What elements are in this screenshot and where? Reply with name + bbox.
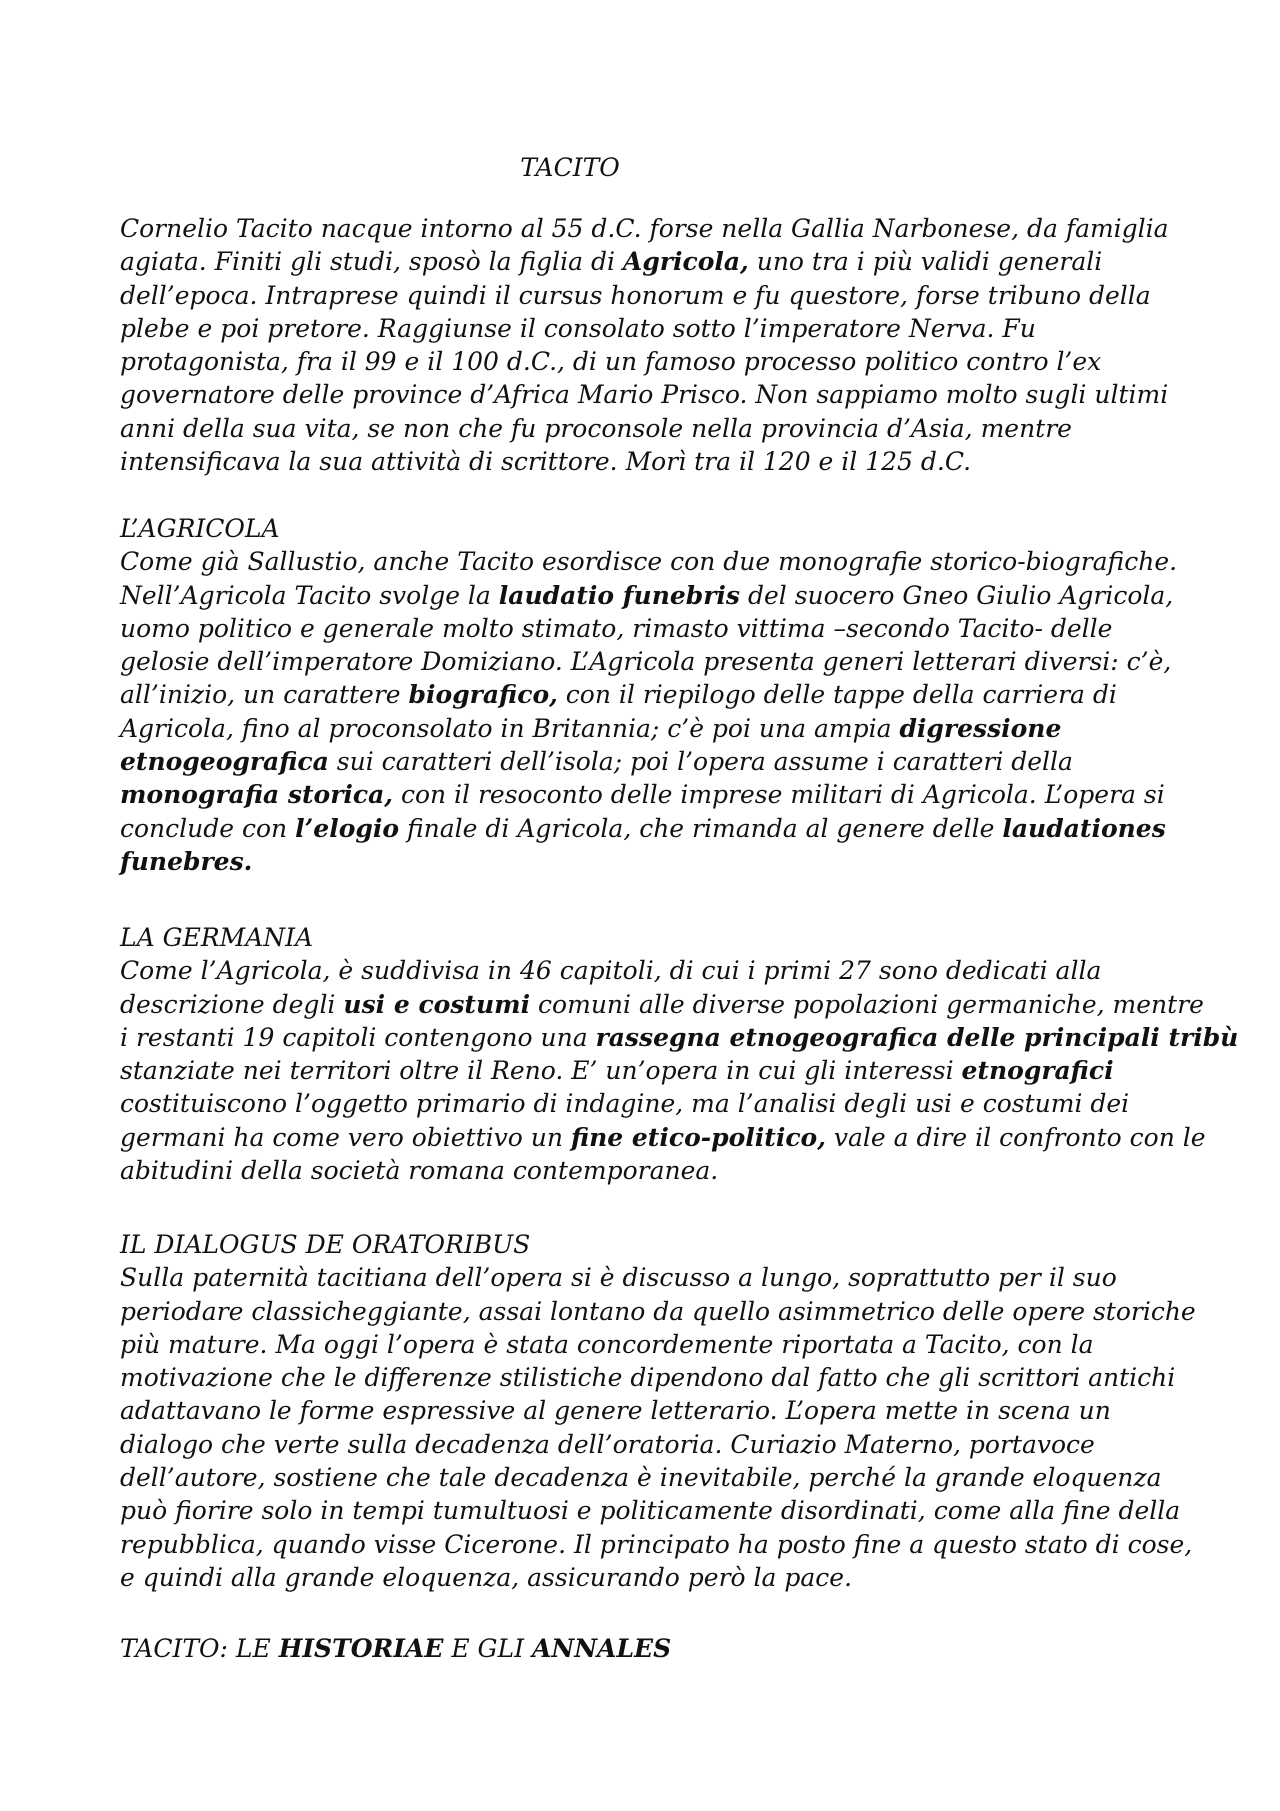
text-line: governatore delle province d’Africa Mario Prisco. Non sappiamo molto sugli ultimi: [120, 380, 1169, 410]
section-heading-dialogus: IL DIALOGUS DE ORATORIBUS: [120, 1230, 531, 1259]
bold-term: rassegna etnogeografica delle principali tribù: [595, 1022, 1239, 1052]
text-line: gelosie dell’imperatore Domiziano. L’Agricola presenta generi letterari diversi: c’è,: [120, 647, 1172, 677]
text-line: Agricola, fino al proconsolato in Britannia; c’è poi una ampia digressione: [120, 713, 1062, 743]
text-line: periodare classicheggiante, assai lontano da quello asimmetrico delle opere storiche: [120, 1296, 1196, 1326]
intro-text: [120, 212, 1169, 478]
bold-term: laudatio funebris: [498, 580, 741, 610]
text-line: Cornelio Tacito nacque intorno al 55 d.C. forse nella Gallia Narbonese, da famiglia: [120, 214, 1169, 243]
bold-term: etnografici: [961, 1056, 1114, 1086]
bold-term: ANNALES: [531, 1634, 672, 1663]
final-heading: TACITO: LE HISTORIAE E GLI ANNALES: [120, 1634, 672, 1663]
section-body-dialogus: [120, 1261, 1196, 1594]
text-line: intensificava la sua attività di scrittore. Morì tra il 120 e il 125 d.C.: [120, 447, 972, 477]
section-body-agricola: [120, 545, 1178, 878]
text-line: Nell’Agricola Tacito svolge la laudatio funebris del suocero Gneo Giulio Agricola,: [120, 580, 1174, 610]
text-line: stanziate nei territori oltre il Reno. E’ un’opera in cui gli interessi etnografici: [120, 1056, 1114, 1086]
text-line: monografia storica, con il resoconto delle imprese militari di Agricola. L’opera si: [120, 780, 1165, 810]
bold-term: laudationes: [1002, 813, 1166, 843]
bold-term: digressione: [899, 713, 1062, 743]
bold-term: HISTORIAE: [278, 1634, 444, 1663]
text-line: plebe e poi pretore. Raggiunse il consolato sotto l’imperatore Nerva. Fu: [120, 313, 1036, 343]
bold-term: l’elogio: [295, 813, 400, 843]
text-line: germani ha come vero obiettivo un fine etico-politico, vale a dire il confronto con le: [120, 1122, 1206, 1152]
section-heading-germania: LA GERMANIA: [120, 923, 314, 952]
bold-term: usi e costumi: [343, 989, 531, 1019]
section-dialogus: [120, 1228, 1196, 1594]
text-line: Come l’Agricola, è suddivisa in 46 capitoli, di cui i primi 27 sono dedicati alla: [120, 956, 1102, 986]
text-line: più mature. Ma oggi l’opera è stata concordemente riportata a Tacito, con la: [120, 1329, 1094, 1359]
bold-term: funebres.: [120, 846, 253, 876]
bold-term: etnogeografica: [120, 747, 329, 777]
intro-paragraph: [120, 212, 1169, 478]
text-line: anni della sua vita, se non che fu proconsole nella provincia d’Asia, mentre: [120, 413, 1072, 443]
section-historiae-annales: [120, 1632, 1160, 1665]
text-line: conclude con l’elogio finale di Agricola, che rimanda al genere delle laudationes: [120, 813, 1166, 843]
text-line: motivazione che le differenze stilistiche dipendono dal fatto che gli scrittori antichi: [120, 1363, 1176, 1393]
bold-term: fine etico-politico,: [570, 1122, 826, 1152]
text-line: e quindi alla grande eloquenza, assicurando però la pace.: [120, 1562, 853, 1592]
bold-term: monografia storica,: [120, 780, 393, 810]
text-line: i restanti 19 capitoli contengono una rassegna etnogeografica delle principali tribù: [120, 1022, 1239, 1052]
text-line: dell’epoca. Intraprese quindi il cursus honorum e fu questore, forse tribuno della: [120, 280, 1151, 310]
section-germania: [120, 921, 1239, 1187]
text-line: può fiorire solo in tempi tumultuosi e politicamente disordinati, come alla fine della: [120, 1496, 1181, 1526]
text-line: Sulla paternità tacitiana dell’opera si è discusso a lungo, soprattutto per il suo: [120, 1263, 1117, 1293]
text-line: agiata. Finiti gli studi, sposò la figlia di Agricola, uno tra i più validi generali: [120, 247, 1103, 277]
text-line: all’inizio, un carattere biografico, con il riepilogo delle tappe della carriera di: [120, 680, 1117, 710]
text-line: repubblica, quando visse Cicerone. Il principato ha posto fine a questo stato di cose,: [120, 1529, 1193, 1559]
text-line: descrizione degli usi e costumi comuni alle diverse popolazioni germaniche, mentre: [120, 989, 1204, 1019]
text-line: uomo politico e generale molto stimato, rimasto vittima –secondo Tacito- delle: [120, 613, 1113, 643]
bold-term: Agricola,: [622, 247, 749, 277]
section-agricola: [120, 512, 1178, 878]
section-body-germania: [120, 954, 1239, 1187]
text-line: Come già Sallustio, anche Tacito esordisce con due monografie storico-biografiche.: [120, 547, 1178, 577]
text-line: protagonista, fra il 99 e il 100 d.C., di un famoso processo politico contro l’ex: [120, 347, 1102, 377]
text-line: [120, 845, 1160, 878]
text-line: dialogo che verte sulla decadenza dell’oratoria. Curiazio Materno, portavoce: [120, 1429, 1095, 1459]
text-line: adattavano le forme espressive al genere letterario. L’opera mette in scena un: [120, 1396, 1111, 1426]
section-heading-agricola: L’AGRICOLA: [120, 514, 280, 543]
text-line: dell’autore, sostiene che tale decadenza è inevitabile, perché la grande eloquenza: [120, 1463, 1162, 1493]
text-line: abitudini della società romana contemporanea.: [120, 1156, 719, 1186]
bold-term: biografico,: [408, 680, 558, 710]
text-line: etnogeografica sui caratteri dell’isola; poi l’opera assume i caratteri della: [120, 747, 1073, 777]
text-line: costituiscono l’oggetto primario di indagine, ma l’analisi degli usi e costumi dei: [120, 1089, 1130, 1119]
document-title: TACITO: [520, 153, 620, 182]
